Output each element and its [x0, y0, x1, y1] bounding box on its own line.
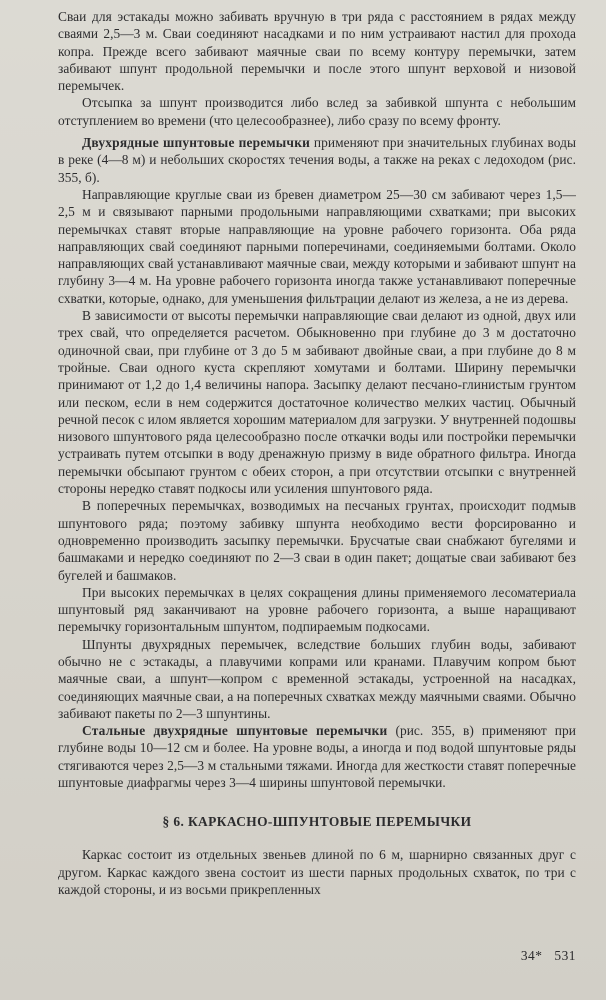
- paragraph-3-lead: Двухрядные шпунтовые перемычки: [82, 135, 311, 151]
- signature-mark: 34*: [520, 948, 543, 963]
- page-number: 531: [554, 948, 576, 963]
- paragraph-2: Отсыпка за шпунт производится либо вслед за забивкой шпунта с небольшим отступлением во времени (что целесообразнее), либо сразу по всему фронту.: [58, 95, 576, 128]
- page-footer: [509, 947, 576, 964]
- paragraph-9: [58, 722, 576, 791]
- body-text: [58, 8, 576, 898]
- paragraph-8: Шпунты двухрядных перемычек, вследствие больших глубин воды, забивают обычно не с эстакады, а плавучими копрами или кранами. Плавучим копром бьют маячные сваи, а шпунт—копром с временной эстакады, устроенной на насадках, соединяющих маячные сваи, а на поперечных схватках между маячными сваями. Обычно забивают пакеты по 2—3 шпунтины.: [58, 636, 576, 721]
- section-paragraph: Каркас состоит из отдельных звеньев длиной по 6 м, шарнирно связанных друг с другом. Каркас каждого звена состоит из шести парных продольных схваток, по три с каждой стороны, и из восьми прикрепленных: [58, 847, 576, 897]
- paragraph-3-body: применяют при значительных глубинах воды в реке (4—8 м) и небольших скоростях течения воды, а также на реках с ледоходом (рис. 355, б).: [58, 135, 576, 185]
- paragraph-6: В поперечных перемычках, возводимых на песчаных грунтах, происходит подмыв шпунтового ряда; поэтому забивку шпунта необходимо вести форсированно и одновременно производить засыпку перемычки. Брусчатые сваи снабжают бугелями и башмаками и нередко соединяют по 2—3 сваи в один пакет; дощатые сваи забивают без бугелей и башмаков.: [58, 498, 576, 583]
- paragraph-4: Направляющие круглые сваи из бревен диаметром 25—30 см забивают через 1,5—2,5 м и связывают парными продольными направляющими схватками; при высоких перемычках ставят вторые направляющие на уровне рабочего горизонта. Оба ряда направляющих свай соединяют парными поперечинами, соединяемыми болтами. Около направляющих свай устанавливают маячные сваи, между которыми и забивают шпунт на глубину 3—4 м. На уровне рабочего горизонта иногда также устанавливают поперечные схватки, которые, однако, для уменьшения фильтрации делают из железа, а не из дерева.: [58, 186, 576, 306]
- paragraph-9-lead: Стальные двухрядные шпунтовые перемычки: [82, 723, 388, 739]
- paragraph-5: В зависимости от высоты перемычки направляющие сваи делают из одной, двух или трех свай, что определяется расчетом. Обыкновенно при глубине до 3 м достаточно одиночной сваи, при глубине от 3 до 5 м забивают двойные сваи, а при глубине до 8 м тройные. Сваи одного куста скрепляют хомутами и болтами. Ширину перемычки принимают от 1,2 до 1,4 величины напора. Засыпку делают песчано-глинистым грунтом или песком, если в нем содержится достаточное количество мелких частиц. Обычный речной песок с илом является хорошим материалом для загрузки. У внутренней подошвы низового шпунтового ряда целесообразно после откачки воды или постройки перемычки устраивать путем отсыпки в воду дренажную призму в виде обратного фильтра. Иногда перемычки обсыпают грунтом с обеих сторон, а при отсутствии отсыпки с внутренней стороны нередко ставят подкосы или усиления шпунтового ряда.: [58, 308, 576, 497]
- paragraph-7: При высоких перемычках в целях сокращения длины применяемого лесоматериала шпунтовый ряд заканчивают на уровне рабочего горизонта, а выше наращивают перемычку горизонтальным шпунтом, подпираемым подкосами.: [58, 584, 576, 635]
- section-heading: § 6. КАРКАСНО-ШПУНТОВЫЕ ПЕРЕМЫЧКИ: [162, 814, 472, 830]
- paragraph-1: Сваи для эстакады можно забивать вручную в три ряда с расстоянием в рядах между сваями 2,5—3 м. Сваи соединяют насадками и по ним устраивают настил для прохода копра. Прежде всего забивают маячные сваи по всему контуру перемычки, затем забивают шпунт продольной перемычки и после этого шпунт верховой и низовой перемычек.: [58, 9, 576, 94]
- paragraph-3: [58, 134, 576, 186]
- paragraph-9-body: (рис. 355, в) применяют при глубине воды 10—12 см и более. На уровне воды, а иногда и под водой шпунтовые ряды стягиваются через 2,5—3 м стальными тяжами. Иногда для жесткости ставят поперечные шпунтовые диафрагмы через 3—4 ширины шпунтовой перемычки.: [58, 723, 576, 791]
